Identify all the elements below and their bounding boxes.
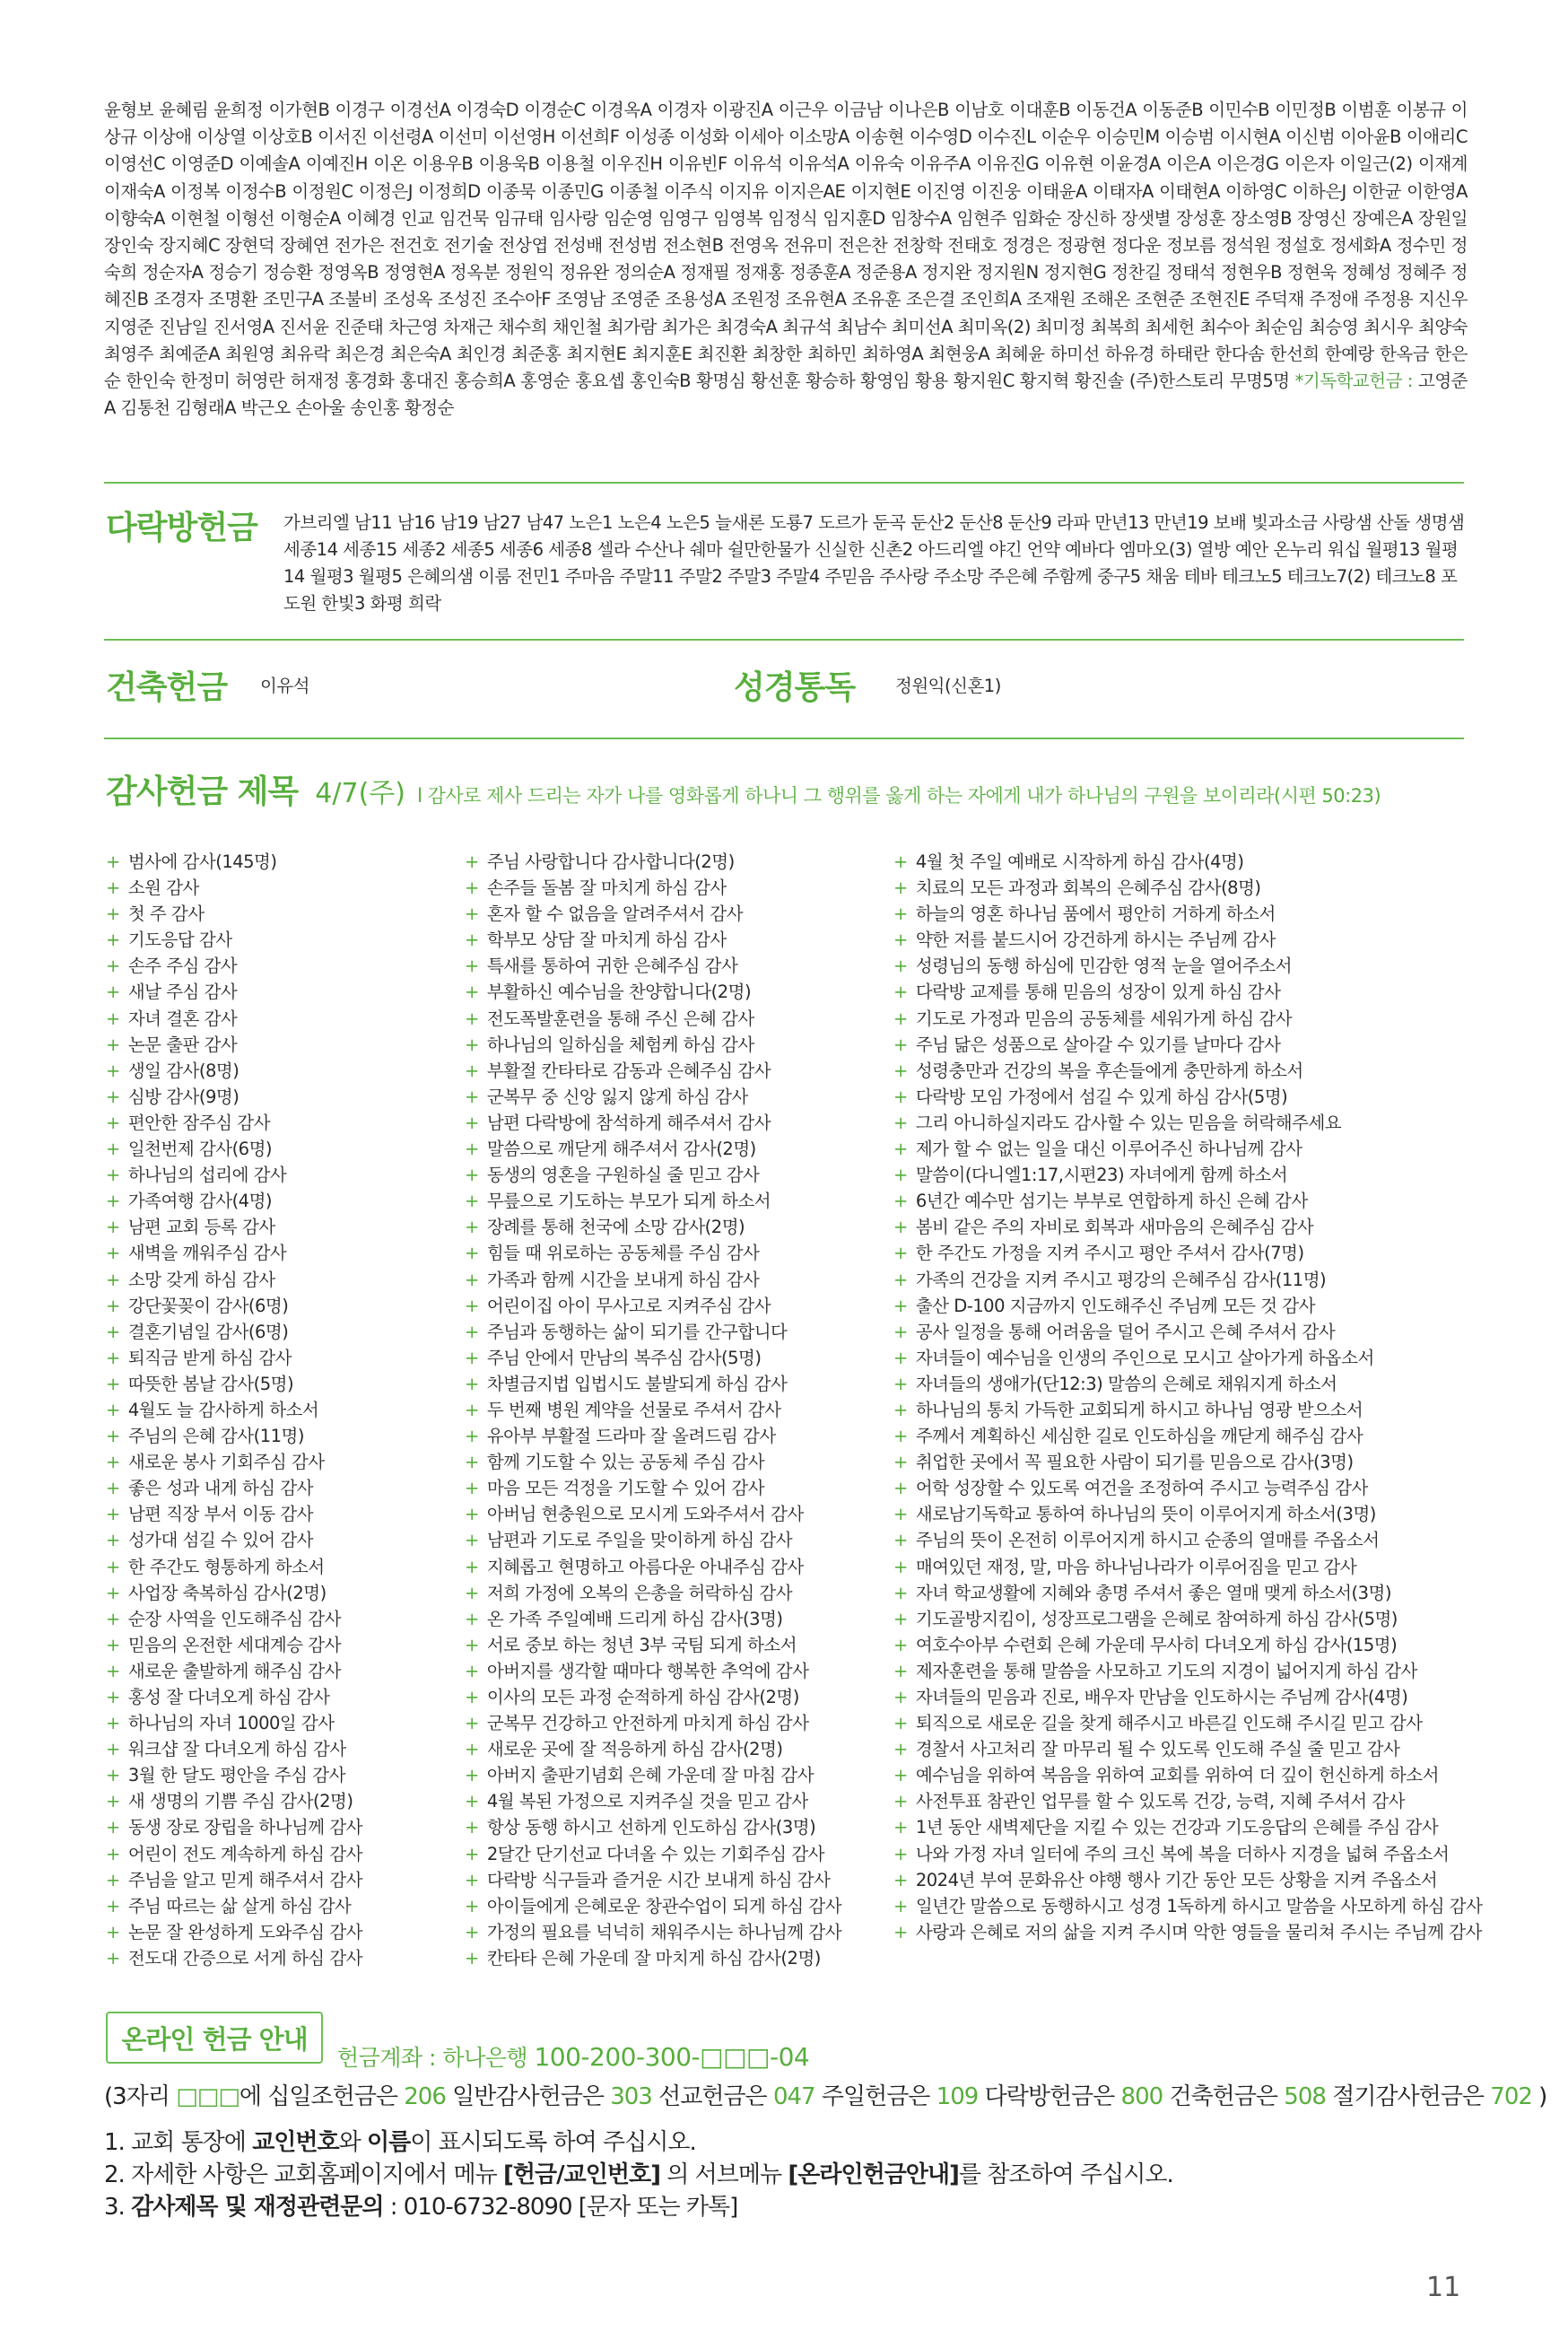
gratitude-item: + 순장 사역을 인도해주심 감사: [106, 1606, 362, 1632]
gratitude-item: + 남편 직장 부서 이동 감사: [106, 1501, 362, 1527]
gratitude-item: + 매여있던 재정, 말, 마음 하나님나라가 이루어짐을 믿고 감사: [893, 1554, 1482, 1580]
school-offering-names: 고영준A 김통천 김형래A 박근오 손아울 송인홍 황정순: [104, 371, 1468, 419]
gratitude-item: + 이사의 모든 과정 순적하게 하심 감사(2명): [465, 1684, 841, 1710]
offering-code: 047: [766, 2083, 822, 2110]
gratitude-column-1: [106, 849, 362, 1971]
gratitude-item: + 말씀으로 깨닫게 해주셔서 감사(2명): [465, 1136, 841, 1162]
gratitude-item: + 워크샵 잘 다녀오게 하심 감사: [106, 1736, 362, 1762]
account-number: 100-200-300-□□□-04: [534, 2042, 810, 2072]
gratitude-item: + 성령님의 동행 하심에 민감한 영적 눈을 열어주소서: [893, 953, 1482, 979]
divider: [104, 482, 1464, 484]
gratitude-item: + 주님과 동행하는 삶이 되기를 간구합니다: [465, 1319, 841, 1345]
note-text: 를 참조하여 주십시오.: [958, 2161, 1173, 2188]
gratitude-item: + 저희 가정에 오복의 은총을 허락하심 감사: [465, 1580, 841, 1606]
gratitude-header: [106, 766, 1381, 812]
gratitude-item: + 지혜롭고 현명하고 아름다운 아내주심 감사: [465, 1554, 841, 1580]
school-offering-label: *기독학교헌금 :: [1294, 371, 1413, 392]
gratitude-item: + 주님 닮은 성품으로 살아갈 수 있기를 날마다 감사: [893, 1032, 1482, 1058]
gratitude-item: + 생일 감사(8명): [106, 1058, 362, 1084]
gratitude-item: + 전도폭발훈련을 통해 주신 은혜 감사: [465, 1006, 841, 1032]
note-bold: 교인번호: [252, 2129, 339, 2156]
gratitude-item: + 소망 갖게 하심 감사: [106, 1267, 362, 1293]
offering-code: 206: [404, 2083, 453, 2110]
gratitude-item: + 사전투표 참관인 업무를 할 수 있도록 건강, 능력, 지혜 주셔서 감사: [893, 1788, 1482, 1814]
gratitude-item: + 가족의 건강을 지켜 주시고 평강의 은혜주심 감사(11명): [893, 1267, 1482, 1293]
gratitude-item: + 일천번제 감사(6명): [106, 1136, 362, 1162]
gratitude-item: + 군복무 중 신앙 잃지 않게 하심 감사: [465, 1084, 841, 1110]
gratitude-item: + 새로남기독학교 통하여 하나님의 뜻이 이루어지게 하소서(3명): [893, 1501, 1482, 1527]
gratitude-item: + 4월 첫 주일 예배로 시작하게 하심 감사(4명): [893, 849, 1482, 875]
gratitude-item: + 어린이집 아이 무사고로 지켜주심 감사: [465, 1293, 841, 1319]
gratitude-item: + 자녀 결혼 감사: [106, 1006, 362, 1032]
gratitude-item: + 첫 주 감사: [106, 901, 362, 927]
gratitude-item: + 하나님의 일하심을 체험케 하심 감사: [465, 1032, 841, 1058]
offering-code-label: 다락방헌금은: [984, 2083, 1115, 2110]
gratitude-item: + 약한 저를 붙드시어 강건하게 하시는 주님께 감사: [893, 927, 1482, 953]
gratitude-item: + 새날 주심 감사: [106, 979, 362, 1005]
offering-codes: [104, 2078, 1546, 2111]
gratitude-item: + 주님 따르는 삶 살게 하심 감사: [106, 1893, 362, 1919]
note-2: [104, 2159, 1173, 2191]
note-bold: 이름: [367, 2129, 411, 2156]
bible-title: 성경통독: [734, 669, 856, 706]
gratitude-item: + 주님 사랑합니다 감사합니다(2명): [465, 849, 841, 875]
gratitude-item: + 4월 복된 가정으로 지켜주실 것을 믿고 감사: [465, 1788, 841, 1814]
gratitude-item: + 1년 동안 새벽제단을 지킬 수 있는 건강과 기도응답의 은혜를 주심 감사: [893, 1814, 1482, 1840]
gratitude-item: + 하늘의 영혼 하나님 품에서 평안히 거하게 하소서: [893, 901, 1482, 927]
gratitude-item: + 장례를 통해 천국에 소망 감사(2명): [465, 1214, 841, 1240]
note-3: [104, 2191, 1173, 2223]
note-text: 3.: [104, 2194, 132, 2221]
gratitude-item: + 주님을 알고 믿게 해주셔서 감사: [106, 1867, 362, 1893]
gratitude-item: + 제자훈련을 통해 말씀을 사모하고 기도의 지경이 넓어지게 하심 감사: [893, 1658, 1482, 1684]
gratitude-column-3: [893, 849, 1482, 1945]
gratitude-item: + 자녀 학교생활에 지혜와 총명 주셔서 좋은 열매 맺게 하소서(3명): [893, 1580, 1482, 1606]
offering-code-label: 선교헌금은: [658, 2083, 767, 2110]
gratitude-item: + 사랑과 은혜로 저의 삶을 지켜 주시며 악한 영들을 물리쳐 주시는 주님께 감사: [893, 1919, 1482, 1945]
note-bold: 감사제목 및 재정관련문의: [131, 2194, 384, 2221]
note-text: 2. 자세한 사항은 교회홈페이지에서 메뉴: [104, 2161, 503, 2188]
code-list: [404, 2083, 1538, 2110]
gratitude-item: + 다락방 식구들과 즐거운 시간 보내게 하심 감사: [465, 1867, 841, 1893]
bible-names: 정원익(신혼1): [895, 676, 1001, 696]
gratitude-item: + 어학 성장할 수 있도록 여건을 조정하여 주시고 능력주심 감사: [893, 1475, 1482, 1501]
gratitude-item: + 소원 감사: [106, 875, 362, 901]
gratitude-item: + 동생 장로 장립을 하나님께 감사: [106, 1814, 362, 1840]
gratitude-item: + 믿음의 온전한 세대계승 감사: [106, 1632, 362, 1658]
gratitude-item: + 여호수아부 수련회 은혜 가운데 무사히 다녀오게 하심 감사(15명): [893, 1632, 1482, 1658]
online-offering-title: 온라인 헌금 안내: [106, 2012, 323, 2064]
gratitude-item: + 새벽을 깨워주심 감사: [106, 1240, 362, 1266]
gratitude-item: + 함께 기도할 수 있는 공동체 주심 감사: [465, 1449, 841, 1475]
gratitude-item: + 6년간 예수만 섬기는 부부로 연합하게 하신 은혜 감사: [893, 1188, 1482, 1214]
gratitude-item: + 자녀들이 예수님을 인생의 주인으로 모시고 살아가게 하옵소서: [893, 1345, 1482, 1371]
gratitude-item: + 어린이 전도 계속하게 하심 감사: [106, 1841, 362, 1867]
gratitude-item: + 주님의 뜻이 온전히 이루어지게 하시고 순종의 열매를 주옵소서: [893, 1527, 1482, 1553]
gratitude-item: + 기도응답 감사: [106, 927, 362, 953]
gratitude-item: + 취업한 곳에서 꼭 필요한 사람이 되기를 믿음으로 감사(3명): [893, 1449, 1482, 1475]
gratitude-item: + 사업장 축복하심 감사(2명): [106, 1580, 362, 1606]
gratitude-item: + 4월도 늘 감사하게 하소서: [106, 1397, 362, 1423]
gratitude-item: + 학부모 상담 잘 마치게 하심 감사: [465, 927, 841, 953]
gratitude-item: + 말씀이(다니엘1:17,시편23) 자녀에게 함께 하소서: [893, 1162, 1482, 1188]
divider: [104, 639, 1464, 641]
gratitude-title: 감사헌금 제목: [106, 773, 299, 810]
gratitude-item: + 3월 한 달도 평안을 주심 감사: [106, 1762, 362, 1788]
gratitude-item: + 서로 중보 하는 청년 3부 국팀 되게 하소서: [465, 1632, 841, 1658]
gratitude-item: + 기도로 가정과 믿음의 공동체를 세워가게 하심 감사: [893, 1006, 1482, 1032]
gratitude-item: + 공사 일정을 통해 어려움을 덜어 주시고 은혜 주셔서 감사: [893, 1319, 1482, 1345]
building-title: 건축헌금: [106, 669, 228, 706]
gratitude-item: + 아버지를 생각할 때마다 행복한 추억에 감사: [465, 1658, 841, 1684]
gratitude-item: + 아버지 출판기념회 은혜 가운데 잘 마침 감사: [465, 1762, 841, 1788]
donor-names-text: 윤형보 윤혜림 윤희정 이가현B 이경구 이경선A 이경숙D 이경순C 이경옥A 이경자 이광진A 이근우 이금남 이나은B 이남호 이대훈B 이동건A 이동준B 이민수B 이민정B 이범훈 이봉규 이상규 이상애 이상열 이상호B 이서진 이선령A 이선미 이선영H 이선희F 이성종 이성화 이세아 이소망A 이송현 이수영D 이수진L 이순우 이승민M 이승범 이시현A 이신범 이아윤B 이애리C 이영선C 이영준D 이예솔A 이예진H 이온 이용우B 이용욱B 이용철 이우진H 이유빈F 이유석 이유석A 이유숙 이유주A 이유진G 이유현 이윤경A 이은A 이은경G 이은자 이일근(2) 이재계 이재숙A 이정복 이정수B 이정원C 이정은J 이정희D 이종묵 이종민G 이종철 이주식 이지유 이지은AE 이지현E 이진영 이진웅 이태윤A 이태자A 이태현A 이하영C 이하은J 이한균 이한영A 이향숙A 이현철 이형선 이형순A 이혜경 인교 임건묵 임규태 임사랑 임순영 임영구 임영복 임정식 임지훈D 임창수A 임현주 임화순 장신하 장샛별 장성훈 장소영B 장영신 장예은A 장원일 장인숙 장지혜C 장현덕 장혜연 전가은 전건호 전기술 전상엽 전성배 전성범 전소현B 전영옥 전유미 전은찬 전창학 전태호 정경은 정광현 정다운 정보름 정석원 정설호 정세화A 정수민 정숙희 정순자A 정승기 정승환 정영옥B 정영현A 정옥분 정원익 정유완 정의순A 정재필 정재홍 정종훈A 정준용A 정지완 정지원N 정지현G 정찬길 정태석 정현우B 정현욱 정혜성 정혜주 정혜진B 조경자 조명환 조민구A 조불비 조성옥 조성진 조수아F 조영남 조영준 조용성A 조원정 조유현A 조유훈 조은결 조인희A 조재원 조해온 조현준 조현진E 주덕재 주정애 주정용 지신우 지영준 진남일 진서영A 진서윤 진준태 차근영 차재근 채수희 채인철 최가람 최가은 최경숙A 최규석 최남수 최미선A 최미옥(2) 최미정 최복희 최세헌 최수아 최순임 최승영 최시우 최양숙 최영주 최예준A 최원영 최유락 최은경 최은숙A 최인경 최준홍 최지현E 최지훈E 최진환 최창한 최하민 최하영A 최현웅A 최혜윤 하미선 하유경 하태란 한다솜 한선희 한예랑 한옥금 한은순 한인숙 한정미 허영란 허재정 홍경화 홍대진 홍승희A 홍영순 홍요셉 홍인숙B 황명심 황선훈 황승하 황영임 황용 황지원C 황지혁 황진솔 (주)한스토리 무명5명: [104, 100, 1468, 392]
note-text: 1. 교회 통장에: [104, 2129, 253, 2156]
gratitude-item: + 기도골방지킴이, 성장프로그램을 은혜로 참여하게 하심 감사(5명): [893, 1606, 1482, 1632]
gratitude-item: + 2달간 단기선교 다녀올 수 있는 기회주심 감사: [465, 1841, 841, 1867]
gratitude-item: + 그리 아니하실지라도 감사할 수 있는 믿음을 허락해주세요: [893, 1110, 1482, 1136]
gratitude-item: + 유아부 부활절 드라마 잘 올려드림 감사: [465, 1423, 841, 1449]
gratitude-item: + 마음 모든 걱정을 기도할 수 있어 감사: [465, 1475, 841, 1501]
account-label: 헌금계좌 : 하나은행: [337, 2045, 528, 2071]
account-info: [337, 2040, 809, 2073]
note-bold: [온라인헌금안내]: [788, 2161, 959, 2188]
note-bold: [헌금/교인번호]: [503, 2161, 660, 2188]
gratitude-item: + 한 주간도 가정을 지켜 주시고 평안 주셔서 감사(7명): [893, 1240, 1482, 1266]
gratitude-item: + 항상 동행 하시고 선하게 인도하심 감사(3명): [465, 1814, 841, 1840]
note-text: 의 서브메뉴: [659, 2161, 788, 2188]
codes-mid: 에 십일조헌금은: [239, 2083, 397, 2110]
darak-list: 가브리엘 남11 남16 남19 남27 남47 노은1 노은4 노은5 늘새론 도룡7 도르가 둔곡 둔산2 둔산8 둔산9 라파 만년13 만년19 보배 빛과소금 사랑샘 산돌 생명샘 세종14 세종15 세종2 세종5 세종6 세종8 셀라 수산나 쉐마 쉴만한물가 신실한 신촌2 아드리엘 야긴 언약 예바다 엠마오(3) 열방 예안 온누리 워십 월평13 월평14 월평3 월평5 은혜의샘 이룸 전민1 주마음 주말11 주말2 주말3 주말4 주믿음 주사랑 주소망 주은혜 주함께 중구5 채움 테바 테크노5 테크노7(2) 테크노8 포도원 한빛3 화평 희락: [283, 512, 1465, 614]
gratitude-date: 4/7(주): [315, 778, 405, 809]
gratitude-item: + 새로운 봉사 기회주심 감사: [106, 1449, 362, 1475]
gratitude-item: + 성령충만과 건강의 복을 후손들에게 충만하게 하소서: [893, 1058, 1482, 1084]
gratitude-item: + 논문 출판 감사: [106, 1032, 362, 1058]
gratitude-item: + 무릎으로 기도하는 부모가 되게 하소서: [465, 1188, 841, 1214]
gratitude-item: + 손주들 돌봄 잘 마치게 하심 감사: [465, 875, 841, 901]
note-text: : 010-6732-8090 [문자 또는 카톡]: [383, 2194, 738, 2221]
offering-code: 508: [1277, 2083, 1333, 2110]
gratitude-item: + 아버님 현충원으로 모시게 도와주셔서 감사: [465, 1501, 841, 1527]
gratitude-item: + 다락방 모임 가정에서 섬길 수 있게 하심 감사(5명): [893, 1084, 1482, 1110]
gratitude-item: + 두 번째 병원 계약을 선물로 주셔서 감사: [465, 1397, 841, 1423]
gratitude-item: + 군복무 건강하고 안전하게 마치게 하심 감사: [465, 1710, 841, 1736]
gratitude-item: + 부활절 칸타타로 감동과 은혜주심 감사: [465, 1058, 841, 1084]
gratitude-item: + 나와 가정 자녀 일터에 주의 크신 복에 복을 더하사 지경을 넓혀 주옵소서: [893, 1841, 1482, 1867]
codes-box: □□□: [176, 2083, 240, 2110]
gratitude-item: + 결혼기념일 감사(6명): [106, 1319, 362, 1345]
gratitude-item: + 부활하신 예수님을 찬양합니다(2명): [465, 979, 841, 1005]
gratitude-item: + 힘들 때 위로하는 공동체를 주심 감사: [465, 1240, 841, 1266]
gratitude-item: + 한 주간도 형통하게 하소서: [106, 1554, 362, 1580]
gratitude-item: + 가정의 필요를 넉넉히 채워주시는 하나님께 감사: [465, 1919, 841, 1945]
gratitude-item: + 예수님을 위하여 복음을 위하여 교회를 위하여 더 깊이 헌신하게 하소서: [893, 1762, 1482, 1788]
gratitude-item: + 따뜻한 봄날 감사(5명): [106, 1371, 362, 1397]
offering-notes: [104, 2126, 1173, 2223]
offering-code-label: 절기감사헌금은: [1332, 2083, 1485, 2110]
gratitude-item: + 특새를 통하여 귀한 은혜주심 감사: [465, 953, 841, 979]
offering-code-label: 주일헌금은: [821, 2083, 930, 2110]
codes-prefix: (3자리: [104, 2083, 170, 2110]
offering-code-label: 일반감사헌금은: [452, 2083, 604, 2110]
gratitude-item: + 남편과 기도로 주일을 맞이하게 하심 감사: [465, 1527, 841, 1553]
note-1: [104, 2126, 1173, 2159]
gratitude-verse: l 감사로 제사 드리는 자가 나를 영화롭게 하나니 그 행위를 옳게 하는 자에게 내가 하나님의 구원을 보이리라(시편 50:23): [417, 785, 1381, 807]
gratitude-item: + 좋은 성과 내게 하심 감사: [106, 1475, 362, 1501]
gratitude-item: + 혼자 할 수 없음을 알려주셔서 감사: [465, 901, 841, 927]
gratitude-item: + 자녀들의 생애가(단12:3) 말씀의 은혜로 채워지게 하소서: [893, 1371, 1482, 1397]
note-text: 이 표시되도록 하여 주십시오.: [410, 2129, 696, 2156]
gratitude-item: + 심방 감사(9명): [106, 1084, 362, 1110]
offering-code: 800: [1114, 2083, 1170, 2110]
gratitude-item: + 자녀들의 믿음과 진로, 배우자 만남을 인도하시는 주님께 감사(4명): [893, 1684, 1482, 1710]
gratitude-item: + 홍성 잘 다녀오게 하심 감사: [106, 1684, 362, 1710]
gratitude-item: + 치료의 모든 과정과 회복의 은혜주심 감사(8명): [893, 875, 1482, 901]
donor-names: [104, 97, 1468, 422]
gratitude-item: + 새로운 곳에 잘 적응하게 하심 감사(2명): [465, 1736, 841, 1762]
gratitude-item: + 퇴직으로 새로운 길을 찾게 해주시고 바른길 인도해 주시길 믿고 감사: [893, 1710, 1482, 1736]
gratitude-item: + 새로운 출발하게 해주심 감사: [106, 1658, 362, 1684]
building-names: 이유석: [260, 676, 310, 696]
offering-code: 303: [603, 2083, 659, 2110]
gratitude-item: + 봄비 같은 주의 자비로 회복과 새마음의 은혜주심 감사: [893, 1214, 1482, 1240]
gratitude-item: + 주께서 계획하신 세심한 길로 인도하심을 깨닫게 해주심 감사: [893, 1423, 1482, 1449]
gratitude-item: + 다락방 교제를 통해 믿음의 성장이 있게 하심 감사: [893, 979, 1482, 1005]
gratitude-item: + 동생의 영혼을 구원하실 줄 믿고 감사: [465, 1162, 841, 1188]
offering-code-label: 건축헌금은: [1169, 2083, 1278, 2110]
page-number: 11: [1426, 2272, 1461, 2303]
offering-code: 109: [929, 2083, 985, 2110]
gratitude-item: + 온 가족 주일예배 드리게 하심 감사(3명): [465, 1606, 841, 1632]
gratitude-item: + 편안한 잠주심 감사: [106, 1110, 362, 1136]
gratitude-item: + 제가 할 수 없는 일을 대신 이루어주신 하나님께 감사: [893, 1136, 1482, 1162]
offering-code: 702: [1484, 2083, 1539, 2110]
gratitude-item: + 일년간 말씀으로 동행하시고 성경 1독하게 하시고 말씀을 사모하게 하심 감사: [893, 1893, 1482, 1919]
gratitude-item: + 전도대 간증으로 서게 하심 감사: [106, 1945, 362, 1971]
gratitude-item: + 출산 D-100 지금까지 인도해주신 주님께 모든 것 감사: [893, 1293, 1482, 1319]
gratitude-item: + 아이들에게 은혜로운 창관수업이 되게 하심 감사: [465, 1893, 841, 1919]
gratitude-item: + 경찰서 사고처리 잘 마무리 될 수 있도록 인도해 주실 줄 믿고 감사: [893, 1736, 1482, 1762]
gratitude-item: + 차별금지법 입법시도 불발되게 하심 감사: [465, 1371, 841, 1397]
gratitude-item: + 주님 안에서 만남의 복주심 감사(5명): [465, 1345, 841, 1371]
gratitude-item: + 가족과 함께 시간을 보내게 하심 감사: [465, 1267, 841, 1293]
codes-suffix: ): [1538, 2083, 1547, 2110]
gratitude-item: + 퇴직금 받게 하심 감사: [106, 1345, 362, 1371]
divider: [104, 738, 1464, 739]
gratitude-item: + 주님의 은혜 감사(11명): [106, 1423, 362, 1449]
gratitude-item: + 강단꽃꽂이 감사(6명): [106, 1293, 362, 1319]
gratitude-item: + 새 생명의 기쁨 주심 감사(2명): [106, 1788, 362, 1814]
gratitude-item: + 하나님의 자녀 1000일 감사: [106, 1710, 362, 1736]
gratitude-item: + 하나님의 섭리에 감사: [106, 1162, 362, 1188]
gratitude-item: + 남편 다락방에 참석하게 해주셔서 감사: [465, 1110, 841, 1136]
note-text: 와: [338, 2129, 368, 2156]
gratitude-item: + 가족여행 감사(4명): [106, 1188, 362, 1214]
gratitude-item: + 칸타타 은혜 가운데 잘 마치게 하심 감사(2명): [465, 1945, 841, 1971]
gratitude-item: + 성가대 섬길 수 있어 감사: [106, 1527, 362, 1553]
gratitude-item: + 범사에 감사(145명): [106, 849, 362, 875]
gratitude-item: + 손주 주심 감사: [106, 953, 362, 979]
gratitude-column-2: [465, 849, 841, 1971]
gratitude-item: + 2024년 부여 문화유산 야행 행사 기간 동안 모든 상황을 지켜 주옵소서: [893, 1867, 1482, 1893]
gratitude-item: + 남편 교회 등록 감사: [106, 1214, 362, 1240]
darak-title: 다락방헌금: [106, 510, 257, 546]
gratitude-item: + 논문 잘 완성하게 도와주심 감사: [106, 1919, 362, 1945]
gratitude-item: + 하나님의 통치 가득한 교회되게 하시고 하나님 영광 받으소서: [893, 1397, 1482, 1423]
